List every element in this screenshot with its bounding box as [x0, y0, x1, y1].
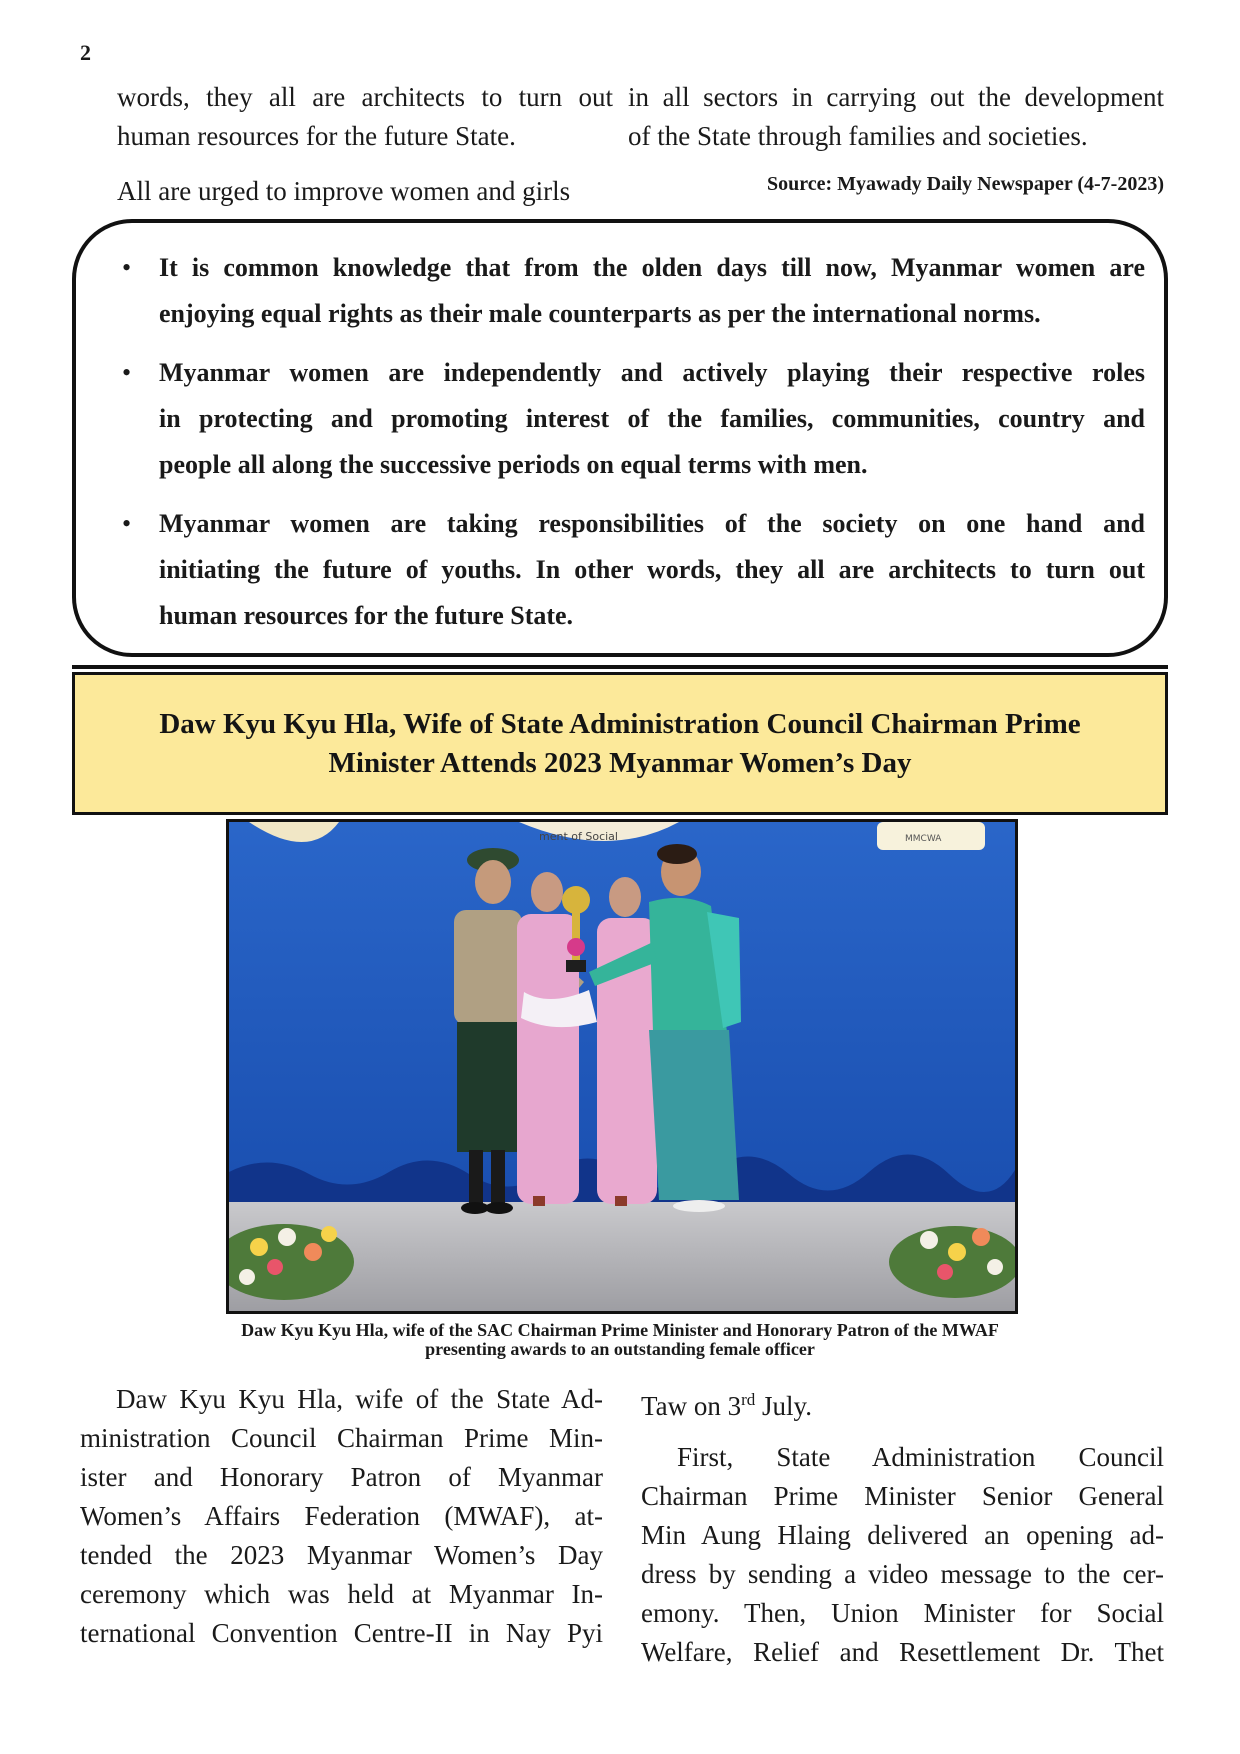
- text-line: First, State Administration Council: [677, 1442, 1164, 1472]
- bullet-line: human resources for the future State.: [159, 601, 574, 630]
- text-line: ister and Honorary Patron of Myanmar: [80, 1462, 603, 1492]
- text-line: All are urged to improve women and girls: [117, 176, 571, 206]
- text-line: words, they all are architects to turn out: [117, 82, 613, 112]
- bullet-line: in protecting and promoting interest of the families, communities, country and: [159, 404, 1145, 433]
- text-line: Daw Kyu Kyu Hla, wife of the State Ad-: [116, 1384, 603, 1414]
- text-line: in all sectors in carrying out the development: [628, 82, 1164, 112]
- headline-line: Daw Kyu Kyu Hla, Wife of State Administration Council Chairman Prime: [159, 707, 1081, 740]
- text-line: ministration Council Chairman Prime Min-: [80, 1423, 603, 1453]
- text-line: of the State through families and societies.: [628, 121, 1088, 151]
- top-left-column: [117, 78, 613, 211]
- bullet-line: Myanmar women are independently and actively playing their respective roles: [159, 358, 1145, 387]
- event-photo: [226, 819, 1018, 1314]
- date-end: July.: [755, 1391, 813, 1421]
- text-line: [641, 1380, 1164, 1426]
- text-line: Women’s Affairs Federation (MWAF), at-: [80, 1501, 603, 1531]
- photo-caption: [80, 1321, 1160, 1359]
- bullet-icon: •: [122, 509, 132, 538]
- date-suffix: rd: [741, 1390, 756, 1409]
- flower-arrangement-right: [889, 1226, 1015, 1298]
- text-line: Welfare, Relief and Resettlement Dr. Thet: [641, 1637, 1164, 1667]
- emblem-text: MMCWA: [905, 834, 942, 844]
- bullet-line: Myanmar women are taking responsibilities of the society on one hand and: [159, 509, 1145, 538]
- source-citation: Source: Myawady Daily Newspaper (4-7-2023): [766, 173, 1164, 195]
- bullet-line: enjoying equal rights as their male counterparts as per the international norms.: [159, 299, 1041, 328]
- bullet-line: initiating the future of youths. In other words, they all are architects to turn out: [159, 555, 1145, 584]
- text-line: ceremony which was held at Myanmar In-: [80, 1579, 603, 1609]
- text-line: tended the 2023 Myanmar Women’s Day: [80, 1540, 603, 1570]
- caption-line: Daw Kyu Kyu Hla, wife of the SAC Chairman Prime Minister and Honorary Patron of the MWAF: [241, 1320, 999, 1340]
- text-line: Chairman Prime Minister Senior General: [641, 1481, 1164, 1511]
- bullet-icon: •: [122, 253, 132, 282]
- article-right-column: [641, 1380, 1164, 1672]
- attendant-figure: [597, 877, 657, 1206]
- page-number: 2: [80, 40, 91, 65]
- headline-line: Minister Attends 2023 Myanmar Women’s Day: [328, 746, 912, 779]
- bullet-icon: •: [122, 358, 132, 387]
- bullet-line: It is common knowledge that from the olden days till now, Myanmar women are: [159, 253, 1145, 282]
- text-line: ternational Convention Centre-II in Nay Pyi: [80, 1618, 603, 1648]
- key-points-list: [99, 245, 1145, 652]
- bullet-line: people all along the successive periods on equal terms with men.: [159, 450, 868, 479]
- list-item: [99, 245, 1145, 337]
- text-line: Min Aung Hlaing delivered an opening ad-: [641, 1520, 1164, 1550]
- headline-rule: [72, 665, 1168, 669]
- key-points-box: [72, 219, 1168, 657]
- list-item: [99, 501, 1145, 639]
- photo-illustration: [229, 822, 1015, 1311]
- top-right-column: [628, 78, 1164, 156]
- backdrop-text: ment of Social: [539, 830, 618, 843]
- text-line: emony. Then, Union Minister for Social: [641, 1598, 1164, 1628]
- text-line: human resources for the future State.: [117, 121, 516, 151]
- date-text: Taw on 3: [641, 1391, 742, 1421]
- text-line: dress by sending a video message to the cer-: [641, 1559, 1164, 1589]
- article-left-column: [80, 1380, 603, 1653]
- caption-line: presenting awards to an outstanding female officer: [425, 1339, 815, 1359]
- article-headline: [72, 672, 1168, 815]
- list-item: [99, 350, 1145, 488]
